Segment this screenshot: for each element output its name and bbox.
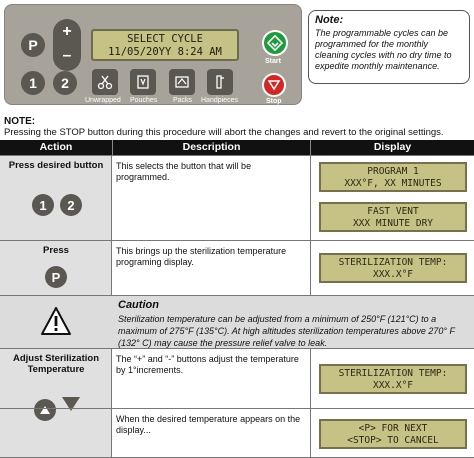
table-row xyxy=(0,348,474,408)
lcd-line-2: <STOP> TO CANCEL xyxy=(347,435,439,446)
warning-triangle-icon xyxy=(40,306,72,336)
caution-text: Sterilization temperature can be adjusted from a minimum of 250°F (121°C) to a maximum of 275°F (135°C). At high altitudes sterilization temperatures above 270° F (132° C) may cause the pressure relief valve to leak. xyxy=(118,314,455,348)
lcd-display xyxy=(319,364,467,394)
lcd-line-1: <P> FOR NEXT xyxy=(358,423,428,434)
note-box xyxy=(308,10,470,84)
unwrapped-label: Unwrapped xyxy=(85,97,121,104)
lcd-display xyxy=(319,202,467,232)
p-button-icon: P xyxy=(45,266,67,288)
description-cell: When the desired temperature appears on the display... xyxy=(116,414,301,435)
lcd-line-2: 11/05/20YY 8:24 AM xyxy=(108,46,222,58)
procedure-table xyxy=(0,140,474,458)
table-row xyxy=(0,240,474,295)
action-label: Adjust Sterilization Temperature xyxy=(12,353,100,375)
minus-button[interactable]: – xyxy=(62,47,72,64)
stop-label: Stop xyxy=(266,98,282,105)
pouches-label: Pouches xyxy=(130,97,158,104)
table-row xyxy=(0,408,474,458)
display-cell xyxy=(310,241,474,295)
table-row xyxy=(0,155,474,240)
button-1-icon: 1 xyxy=(32,194,54,216)
lcd-line-1: STERILIZATION TEMP: xyxy=(338,368,448,379)
lcd-display xyxy=(319,253,467,283)
packs-label: Packs xyxy=(173,97,193,104)
caution-title: Caution xyxy=(118,299,159,311)
action-label: Press xyxy=(43,245,69,256)
lcd-line-1: SELECT CYCLE xyxy=(127,33,203,45)
caution-row xyxy=(0,295,474,348)
program-p-button[interactable]: P xyxy=(21,33,45,57)
header-action: Action xyxy=(0,140,112,155)
display-cell xyxy=(310,349,474,408)
note-title: Note: xyxy=(315,14,344,26)
lcd-line-1: STERILIZATION TEMP: xyxy=(338,257,448,268)
lcd-line-1: FAST VENT xyxy=(367,206,419,217)
pouches-button[interactable] xyxy=(130,69,156,95)
action-label: Press desired button xyxy=(8,160,104,171)
start-arrow-icon xyxy=(266,34,284,52)
unwrapped-button[interactable] xyxy=(92,69,118,95)
lcd-line-1: PROGRAM 1 xyxy=(367,166,419,177)
plus-minus-rocker[interactable] xyxy=(53,19,81,71)
intro-note-text: Pressing the STOP button during this procedure will abort the changes and revert to the original settings. xyxy=(4,127,444,138)
handpieces-button[interactable] xyxy=(207,69,233,95)
scissors-icon xyxy=(97,74,113,90)
description-cell: This selects the button that will be programmed. xyxy=(116,161,252,182)
stop-triangle-icon xyxy=(267,78,281,92)
lcd-display xyxy=(319,162,467,192)
cycle-button-2[interactable]: 2 xyxy=(53,71,77,95)
pouch-icon xyxy=(135,74,151,90)
lcd-line-2: XXX.X°F xyxy=(372,380,414,391)
action-cell xyxy=(0,156,112,240)
display-cell xyxy=(310,156,474,240)
panel-lcd-display xyxy=(91,29,239,61)
intro-note-title: NOTE: xyxy=(4,116,36,127)
lcd-display xyxy=(319,419,467,449)
note-text: The programmable cycles can be programmed for the monthly cleaning cycles with no dry time to expedite monthly maintenance. xyxy=(315,28,452,71)
pack-icon xyxy=(174,74,190,90)
display-cell xyxy=(310,409,474,457)
header-display: Display xyxy=(310,140,474,155)
lcd-line-2: XXX°F, XX MINUTES xyxy=(344,178,442,189)
lcd-line-2: XXX MINUTE DRY xyxy=(352,218,434,229)
stop-button[interactable] xyxy=(262,73,286,97)
handpieces-label: Handpieces xyxy=(201,97,238,104)
packs-button[interactable] xyxy=(169,69,195,95)
control-panel xyxy=(4,4,302,105)
cycle-button-1[interactable]: 1 xyxy=(21,71,45,95)
start-label: Start xyxy=(265,58,281,65)
description-cell: The “+” and “-” buttons adjust the temperature by 1°increments. xyxy=(116,354,299,375)
header-description: Description xyxy=(112,140,310,155)
plus-button[interactable]: + xyxy=(62,23,72,40)
description-cell: This brings up the sterilization temperature programing display. xyxy=(116,246,287,267)
lcd-line-2: XXX.X°F xyxy=(372,269,414,280)
action-cell xyxy=(0,241,112,295)
start-button[interactable] xyxy=(262,30,288,56)
button-2-icon: 2 xyxy=(60,194,82,216)
handpiece-icon xyxy=(212,74,228,90)
